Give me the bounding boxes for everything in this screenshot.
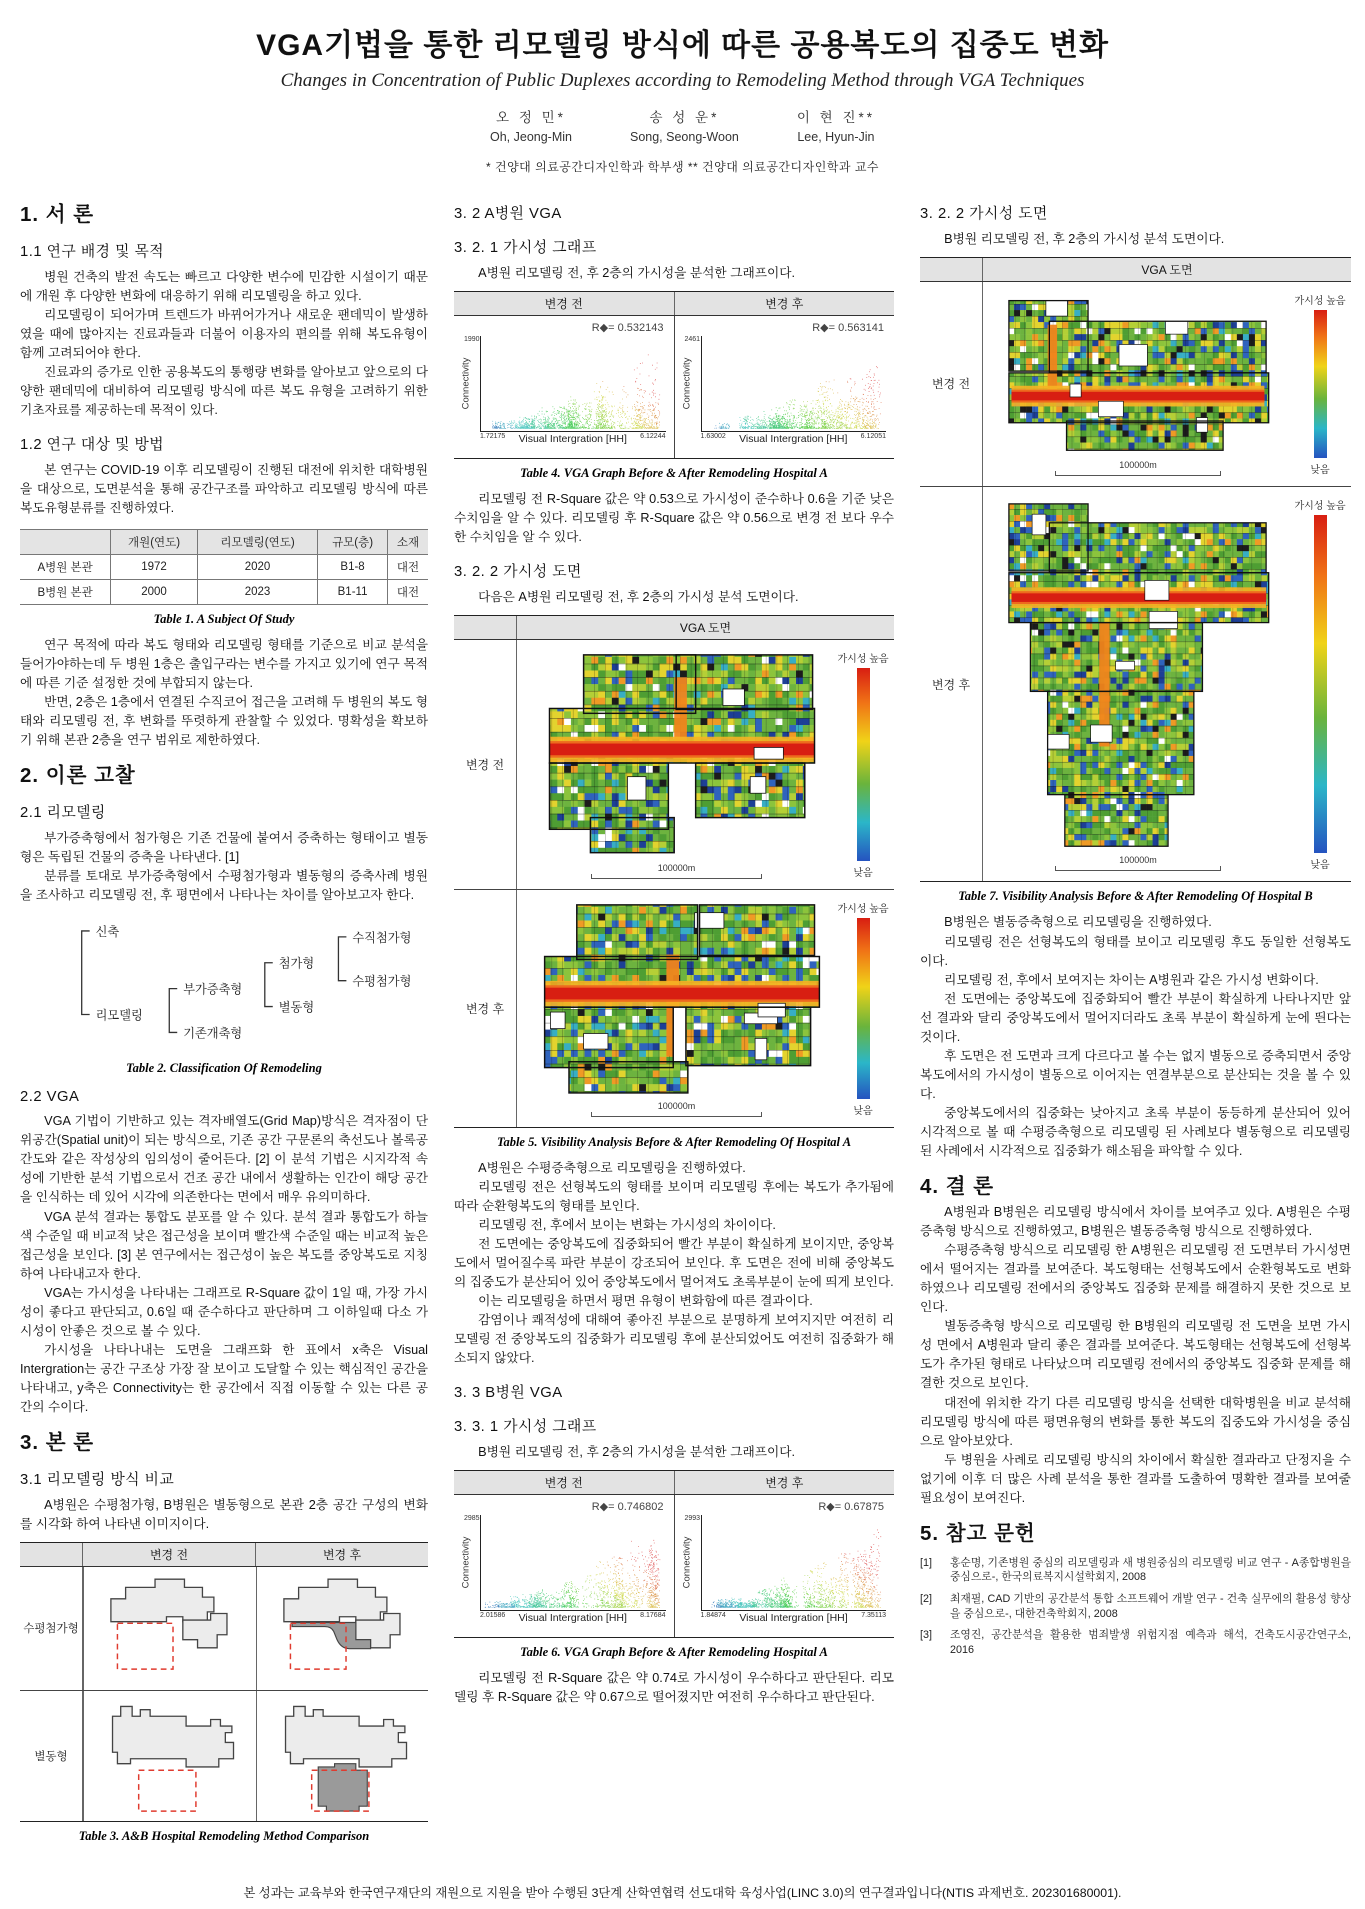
subsection-heading-visibility-plan-B: 3. 2. 2 가시성 도면: [920, 206, 1048, 222]
scatter-plot: [481, 336, 666, 431]
paragraph: 두 병원을 사례로 리모델링 방식의 차이에서 확실한 결과라고 단정지을 수 없기에 이후 더 많은 사례 분석을 통한 결과를 도출하여 명확한 결과를 보여줄 필요성이 보여진다.: [920, 1452, 1351, 1505]
paragraph: 감염이나 쾌적성에 대해여 좋아진 부분으로 분명하게 보여지지만 여전히 리모델링 전 중앙복도의 집중화가 리모델링 후에 분산되었어도 여전히 집중화가 해소되지 않았다.: [454, 1313, 894, 1366]
paragraph: VGA는 가시성을 나타내는 그래프로 R-Square 값이 1일 때, 가장 가시성이 좋다고 판단되고, 0.6일 때 준수하다고 판단하며 그 이하일때 다소 가시성이 안좋은 것으로 볼 수 있다.: [20, 1285, 428, 1338]
paragraph: B병원 리모델링 전, 후 2층의 가시성 분석 도면이다.: [944, 232, 1225, 246]
subsection-heading-visibility-graph-B: 3. 3. 1 가시성 그래프: [454, 1419, 597, 1436]
table7-caption: Table 7. Visibility Analysis Before & After Remodeling Of Hospital B: [958, 889, 1313, 904]
legend-low-label: 낮음: [1310, 464, 1330, 476]
x-axis-max: 6.12244: [640, 433, 666, 441]
paragraph: A병원 리모델링 전, 후 2층의 가시성을 분석한 그래프이다.: [478, 266, 796, 280]
table7-header: [920, 258, 1351, 282]
plan-cell: [517, 890, 894, 1127]
tree-node-label: 첨가형: [278, 956, 315, 971]
poster-header: [0, 0, 1365, 175]
paragraph: 리모델링 전은 선형복도의 형태를 보이며 리모델링 후에는 복도가 추가됨에 따라 순환형복도의 형태를 보인다.: [454, 1179, 894, 1213]
subsection-heading-visibility-graph-A: 3. 2. 1 가시성 그래프: [454, 240, 597, 256]
table-cell: 대전: [387, 554, 428, 579]
graph-row: [454, 1495, 894, 1637]
scale-line: [1055, 471, 1221, 476]
page-title: VGA기법을 통한 리모델링 방식에 따른 공용복도의 집중도 변화: [256, 29, 1109, 62]
column-middle: [454, 189, 894, 1715]
subsection-heading-method: 1.2 연구 대상 및 방법: [20, 437, 165, 454]
plot-area: [480, 336, 666, 432]
remodeling-classification-diagram: [20, 915, 428, 1054]
tree-node-label: 별동형: [278, 1000, 315, 1015]
author-name-ko: 송 성 운*: [649, 110, 720, 125]
table5-caption: Table 5. Visibility Analysis Before & After Remodeling Of Hospital A: [496, 1134, 852, 1149]
scale-label: 100000m: [1119, 855, 1157, 866]
column-header-after: 변경 후: [674, 292, 895, 315]
paragraph-block: [454, 490, 894, 547]
author-name-ko: 이 현 진**: [796, 110, 875, 125]
reference-number: [1]: [920, 1556, 933, 1569]
corner-cell: [20, 1543, 82, 1566]
legend-high-label: 가시성 높음: [837, 654, 889, 666]
x-axis-max: 8.17684: [640, 1612, 666, 1620]
paragraph-block: [454, 1443, 894, 1462]
x-axis-label: Visual Intergration [HH]: [518, 433, 627, 446]
acknowledgment: 본 성과는 교육부와 한국연구재단의 재원으로 지원을 받아 수행된 3단계 산학연협력 선도대학 육성사업(LINC 3.0)의 연구결과입니다(NTIS 과제번호. 202301680001).: [243, 1886, 1122, 1900]
tree-node-label: 신축: [95, 924, 120, 939]
table-row: [20, 579, 428, 604]
paragraph-block: [920, 1203, 1351, 1508]
scale-label: 100000m: [657, 1100, 696, 1111]
author-name-en: Lee, Hyun-Jin: [797, 130, 875, 144]
building-shape: [88, 1695, 252, 1818]
x-axis-label: Visual Intergration [HH]: [739, 1612, 848, 1625]
y-axis-label: Connectivity: [460, 357, 472, 410]
plan-cell: [983, 487, 1351, 882]
affiliation: * 건양대 의료공간디자인학과 학부생 ** 건양대 의료공간디자인학과 교수: [485, 160, 880, 174]
table-cell: 2020: [197, 554, 317, 579]
building-footprint-after: [256, 1567, 429, 1689]
plot-area: [480, 1515, 666, 1611]
r-square-label: R◆= 0.67875: [818, 1501, 884, 1514]
author: [630, 106, 739, 144]
plan-wrap: [985, 495, 1291, 874]
paragraph-block: [20, 268, 428, 420]
paragraph: 가시성을 나타나내는 도면을 그래프화 한 표에서 x축은 Visual Intergration는 공간 구조상 가장 잘 보이고 도달할 수 있는 핵심적인 공간을 나타내고, y축은 Connectivity는 한 공간에서 직접 이동할 수 있는 다른 공간의 수이다.: [20, 1342, 428, 1414]
author: [797, 106, 875, 144]
paragraph: B병원 리모델링 전, 후 2층의 가시성을 분석한 그래프이다.: [478, 1445, 796, 1460]
legend-low-label: 낮음: [853, 867, 873, 879]
paragraph: 리모델링 전 R-Square 값은 약 0.53으로 가시성이 준수하나 0.6을 기준 낮은 수치임을 알 수 있다. 리모델링 후 R-Square 값은 약 0.56으로 변경 전 보다 우수한 수치임을 알 수 있다.: [454, 492, 894, 545]
subsection-heading-hospitalA-vga: 3. 2 A병원 VGA: [454, 206, 562, 222]
x-axis-row: [701, 1612, 887, 1624]
color-scale-bar: [1314, 310, 1327, 458]
x-axis-label: Visual Intergration [HH]: [518, 1612, 627, 1625]
y-axis-max: 2461: [684, 336, 701, 344]
paragraph-block: [20, 461, 428, 518]
section-heading-references: 5. 참고 문헌: [920, 1521, 1036, 1545]
table-cell: 1972: [111, 554, 198, 579]
tree-node-label: 리모델링: [95, 1008, 143, 1023]
paragraph-block: [20, 1112, 428, 1417]
graph-row: [454, 316, 894, 458]
paragraph: 진료과의 증가로 인한 공용복도의 통행량 변화를 알아보고 앞으로의 다양한 팬데믹에 대비하여 리모델링 방식에 따른 복도 유형을 고려하기 위한 기초자료를 제공하는데 목적이 있다.: [20, 365, 428, 418]
vga-graph-A-before: [454, 316, 674, 458]
y-axis-max: 1990: [464, 336, 480, 344]
plan-wrap: [519, 898, 834, 1119]
paragraph: 본 연구는 COVID-19 이후 리모델링이 진행된 대전에 위치한 대학병원을 대상으로, 도면분석을 통해 공간구조를 파악하고 리모델링 방식에 따른 복도유형분류를 진행하였다.: [20, 463, 428, 516]
column-header-after: 변경 후: [674, 1471, 895, 1494]
visibility-plan-table-A: [454, 615, 894, 1127]
visibility-legend: [1291, 290, 1349, 478]
x-axis-row: [701, 433, 887, 445]
reference-text: 최재필, CAD 기반의 공간분석 통합 소프트웨어 개발 연구 - 건축 실무에의 활용성 향상을 중심으로-, 대한건축학회지, 2008: [950, 1592, 1351, 1620]
vga-floor-plan-B-after: [996, 497, 1280, 850]
paragraph: 전 도면에는 중앙복도에 집중화되어 빨간 부분이 확실하게 나타나지만 앞선 결과와 달리 중앙복도에서 멀어지더라도 초록 부분이 확실하게 눈에 띈다는 것이다.: [920, 991, 1351, 1044]
table3-header: [20, 1543, 428, 1567]
paragraph: 이는 리모델링을 하면서 평면 유형이 변화함에 따른 결과이다.: [478, 1294, 813, 1309]
building-shape: [261, 1571, 425, 1685]
vga-graph-table-A: [454, 291, 894, 459]
legend-low-label: 낮음: [853, 1105, 873, 1117]
visibility-legend: [1291, 495, 1349, 874]
subsection-heading-visibility-plan-A: 3. 2. 2 가시성 도면: [454, 564, 582, 581]
table-cell: 2000: [111, 579, 198, 604]
paragraph-block: [20, 1496, 428, 1534]
table3-row-horizontal-addition: [20, 1567, 428, 1689]
legend-low-label: 낮음: [1310, 860, 1330, 872]
reference-item: [920, 1592, 1351, 1621]
paragraph-block: [20, 829, 428, 905]
scale-bar: [591, 863, 762, 879]
classification-tree: [20, 915, 428, 1054]
paragraph: 전 도면에는 중앙복도에 집중화되어 빨간 부분이 확실하게 보이지만, 중앙복도에서 멀어질수록 파란 부분이 강조되어 보인다. 후 도면은 전에 비해 중앙복도의 집중도가 분산되어 있어 중앙복도에서 멀어져도 초록부분이 눈에 띄게 보인다.: [454, 1236, 894, 1289]
section-heading-conclusion: 4. 결 론: [920, 1175, 995, 1199]
paragraph-block: [454, 264, 894, 283]
legend-high-label: 가시성 높음: [1294, 500, 1346, 512]
table-header-cell: 개원(연도): [111, 529, 198, 554]
paragraph: 리모델링 전, 후에서 보여지는 차이는 A병원과 같은 가시성 변화이다.: [944, 972, 1319, 987]
scatter-plot: [702, 1515, 887, 1610]
building-shape: [88, 1571, 252, 1685]
scale-line: [1055, 866, 1221, 871]
reference-number: [2]: [920, 1592, 933, 1605]
x-axis-max: 6.12051: [860, 433, 886, 441]
building-footprint-before: [83, 1567, 256, 1689]
color-scale-bar: [857, 918, 870, 1099]
x-axis-min: 1.72175: [480, 433, 506, 441]
column-header-after: 변경 후: [255, 1543, 428, 1566]
paragraph: 후 도면은 전 도면과 크게 다르다고 볼 수는 없지 별동으로 증축되면서 중앙복도에서의 가시성이 별동으로 이어지는 연결부분으로 분산되는 것을 볼 수 있다.: [920, 1048, 1351, 1101]
remodeling-comparison-table: [20, 1542, 428, 1822]
paragraph: 리모델링 전은 선형복도의 형태를 보이고 리모델링 후도 동일한 선형복도이다.: [920, 934, 1351, 968]
plan-cell: [517, 640, 894, 889]
subsection-heading-background: 1.1 연구 배경 및 목적: [20, 244, 165, 260]
row-label-after: 변경 후: [920, 487, 983, 882]
reference-item: [920, 1556, 1351, 1585]
table-cell: A병원 본관: [20, 554, 111, 579]
paragraph: A병원은 수평증축형으로 리모델링을 진행하였다.: [478, 1160, 746, 1175]
plot-area: [701, 1515, 887, 1611]
paragraph: 수평증축형 방식으로 리모델링 한 A병원은 리모델링 전 도면부터 가시성면에서 떨어지는 결과를 보여준다. 복도형태는 선형복도에서 순환형복도로 변화하였으나 리모델링 전에서의 중앙복도 집중화 문제를 해결하지 못한 것으로 보인다.: [920, 1243, 1351, 1315]
scale-line: [591, 1112, 762, 1117]
table-cell: 2023: [197, 579, 317, 604]
plan-row-after: [920, 486, 1351, 882]
legend-high-label: 가시성 높음: [1294, 296, 1346, 308]
building-footprint-after: [256, 1691, 429, 1822]
visibility-plan-table-B: [920, 257, 1351, 882]
table-cell: 대전: [387, 579, 428, 604]
author-name-en: Oh, Jeong-Min: [490, 130, 572, 144]
table-cell: B병원 본관: [20, 579, 111, 604]
table-header-row: [20, 529, 428, 554]
paragraph: 반면, 2층은 1층에서 연결된 수직코어 접근을 고려해 두 병원의 복도 형태와 리모델링 전, 후 변화를 뚜렷하게 관찰할 수 있었다. 명확성을 확보하기 위해 본관 2층을 연구 범위로 제한하였다.: [20, 694, 428, 747]
y-axis-max: 2993: [684, 1515, 701, 1523]
author: [490, 106, 572, 144]
authors-row: [0, 106, 1365, 144]
plot-area: [701, 336, 887, 432]
row-label: 수평첨가형: [20, 1567, 83, 1689]
scale-line: [591, 874, 762, 879]
table6-header: [454, 1471, 894, 1495]
page-subtitle-en: Changes in Concentration of Public Duplexes according to Remodeling Method through VGA Techniques: [280, 70, 1085, 91]
row-label-before: 변경 전: [920, 282, 983, 486]
column-right: [920, 189, 1351, 1664]
paragraph: 중앙복도에서의 집중화는 낮아지고 초록 부분이 동등하게 분산되어 있어 시각적으로 볼 때 수평증축형으로 리모델링 된 사례보다 별동형으로 리모델링 된 사례에서 시각적으로 집중화가 해소됨을 파악할 수 있다.: [920, 1105, 1351, 1159]
paragraph: 리모델링 전, 후에서 보이는 변화는 가시성의 차이이다.: [478, 1217, 776, 1232]
tree-node-label: 기존개축형: [183, 1026, 243, 1041]
column-header-before: 변경 전: [544, 1476, 583, 1491]
scale-label: 100000m: [1119, 459, 1157, 470]
table5-header: [454, 616, 894, 640]
column-left: [20, 189, 428, 1853]
table-cell: B1-8: [318, 554, 388, 579]
reference-item: [920, 1628, 1351, 1657]
paragraph: 분류를 토대로 부가증축형에서 수평첨가형과 별동형의 증축사례 병원을 조사하고 리모델링 전, 후 평면에서 나타나는 차이를 알아보고자 한다.: [20, 868, 428, 902]
reference-text: 조영진, 공간분석을 활용한 범죄발생 위험지점 예측과 해석, 건축도시공간연구소, 2016: [950, 1629, 1351, 1656]
author-name-ko: 오 정 민*: [496, 110, 566, 125]
tree-node-label: 수평첨가형: [352, 974, 412, 989]
scatter-plot: [702, 336, 887, 431]
paragraph-block: [920, 230, 1351, 249]
plan-row-before: [454, 640, 894, 889]
paragraph: 리모델링 전 R-Square 값은 약 0.74로 가시성이 우수하다고 판단된다. 리모델링 후 R-Square 값은 약 0.67으로 떨어졌지만 여전히 우수하다고 판단된다.: [454, 1671, 894, 1705]
table4-header: [454, 292, 894, 316]
row-label: 별동형: [20, 1691, 83, 1822]
plan-wrap: [519, 648, 834, 881]
table-header-cell: [20, 529, 111, 554]
x-axis-row: [480, 1612, 666, 1624]
section-heading-intro: 1. 서 론: [20, 203, 95, 226]
reference-text: 홍순명, 기존병원 중심의 리모델링과 새 병원중심의 리모델링 비교 연구 - A종합병원을 중심으로-, 한국의료복지시설학회지, 2008: [950, 1556, 1351, 1584]
paragraph: B병원은 별동증축형으로 리모델링을 진행하였다.: [944, 915, 1212, 930]
paragraph: VGA 분석 결과는 통합도 분포를 알 수 있다. 분석 결과 통합도가 하늘색 수준일 때 비교적 낮은 접근성을 보이며 빨간색 수준일 때는 비교적 높은 접근성을 보인다. [3] 본 연구에서는 접근성이 높은 복도를 중앙복도로 지칭하여 나타내고자 한다.: [20, 1209, 428, 1281]
building-footprint-before: [83, 1691, 256, 1822]
author-name-en: Song, Seong-Woon: [629, 130, 739, 144]
vga-graph-table-B: [454, 1470, 894, 1638]
scale-label: 100000m: [657, 862, 696, 873]
paragraph: 리모델링이 되어가며 트렌드가 바뀌어가거나 새로운 팬데믹이 발생하였을 때에 많아지는 진료과들과 더불어 이용자의 편의를 위해 복도유형이 함께 고려되어야 한다.: [20, 308, 428, 361]
color-scale-bar: [1314, 515, 1327, 854]
corner-cell: [920, 258, 982, 281]
tree-node-label: 부가증축형: [183, 982, 243, 997]
table3-row-annex: [20, 1690, 428, 1822]
paragraph: 대전에 위치한 각기 다른 리모델링 방식을 선택한 대학병원을 비교 분석해 리모델링 방식에 따른 평면유형의 변화를 통한 복도의 집중도와 가시성을 중심으로 알아보았다.: [920, 1395, 1351, 1448]
paragraph: 별동증축형 방식으로 리모델링 한 B병원의 리모델링 전 도면을 보면 가시성 면에서 A병원과 달리 좋은 결과를 보여준다. 복도형태는 선형복도에 선형복도가 추가된 형태로 나타났으며 리모델링 전에서의 중앙복도 집중화 문제를 해결한 것으로 보인다.: [920, 1319, 1351, 1391]
paragraph: 다음은 A병원 리모델링 전, 후 2층의 가시성 분석 도면이다.: [478, 590, 799, 605]
column-header-before: 변경 전: [544, 297, 583, 312]
paragraph: 부가증축형에서 첨가형은 기존 건물에 붙여서 증축하는 형태이고 별동형은 독립된 건물의 증축을 나타낸다. [1]: [20, 830, 428, 864]
table4-caption: Table 4. VGA Graph Before & After Remodeling Hospital A: [520, 466, 828, 481]
reference-number: [3]: [920, 1629, 933, 1642]
paragraph-block: [454, 588, 894, 607]
column-header-vga-plan: VGA 도면: [982, 258, 1351, 281]
paragraph-block: [454, 1159, 894, 1369]
scatter-plot: [481, 1515, 666, 1610]
table-header-cell: 규모(층): [318, 529, 388, 554]
scale-bar: [1055, 460, 1221, 476]
r-square-label: R◆= 0.746802: [591, 1501, 664, 1514]
subsection-heading-vga: 2.2 VGA: [20, 1089, 80, 1106]
vga-graph-B-after: [674, 1495, 895, 1637]
y-axis-label: Connectivity: [681, 1536, 692, 1589]
column-header-before: 변경 전: [82, 1543, 255, 1566]
vga-floor-plan-B-before: [996, 292, 1280, 454]
section-heading-theory: 2. 이론 고찰: [20, 763, 136, 787]
x-axis-min: 1.84874: [700, 1612, 726, 1620]
y-axis-max: 2985: [464, 1515, 480, 1523]
vga-graph-A-after: [674, 316, 895, 458]
column-header-vga-plan: VGA 도면: [516, 616, 894, 639]
vga-floor-plan-A-before: [530, 650, 822, 857]
subsection-heading-comparison: 3.1 리모델링 방식 비교: [20, 1472, 175, 1489]
visibility-legend: [834, 648, 892, 881]
row-label-after: 변경 후: [454, 890, 517, 1127]
paragraph-block: [454, 1669, 894, 1707]
paragraph: A병원과 B병원은 리모델링 방식에서 차이를 보여주고 있다. A병원은 수평증축형 방식으로 진행하였고, B병원은 별동증축형 방식으로 진행하였다.: [920, 1205, 1351, 1239]
x-axis-label: Visual Intergration [HH]: [739, 433, 848, 446]
x-axis-min: 1.63002: [700, 433, 726, 441]
study-subject-table: [20, 529, 428, 605]
table3-caption: Table 3. A&B Hospital Remodeling Method Comparison: [78, 1829, 370, 1844]
vga-graph-B-before: [454, 1495, 674, 1637]
subsection-heading-remodeling: 2.1 리모델링: [20, 804, 106, 821]
plan-cell: [983, 282, 1351, 486]
content-columns: [0, 175, 1365, 1853]
subsection-heading-hospitalB-vga: 3. 3 B병원 VGA: [454, 1385, 563, 1402]
section-heading-main: 3. 본 론: [20, 1431, 95, 1455]
row-label-before: 변경 전: [454, 640, 517, 889]
table1-caption: Table 1. A Subject Of Study: [153, 611, 295, 626]
paragraph: A병원은 수평첨가형, B병원은 별동형으로 본관 2층 공간 구성의 변화를 시각화 하여 나타낸 이미지이다.: [20, 1498, 428, 1532]
x-axis-row: [480, 433, 666, 445]
plan-row-after: [454, 889, 894, 1127]
corner-cell: [454, 616, 516, 639]
table2-caption: Table 2. Classification Of Remodeling: [126, 1061, 322, 1076]
r-square-label: R◆= 0.532143: [591, 322, 664, 335]
x-axis-min: 2.01586: [480, 1612, 506, 1620]
paragraph-block: [20, 636, 428, 750]
r-square-label: R◆= 0.563141: [812, 322, 884, 335]
reference-list: [920, 1556, 1351, 1657]
table-cell: B1-11: [318, 579, 388, 604]
y-axis-label: Connectivity: [460, 1536, 472, 1589]
y-axis-label: Connectivity: [681, 357, 692, 410]
table-row: [20, 554, 428, 579]
scale-bar: [1055, 855, 1221, 871]
table-header-cell: 리모델링(연도): [197, 529, 317, 554]
scale-bar: [591, 1101, 762, 1117]
building-shape: [261, 1695, 425, 1818]
table-header-cell: 소재: [387, 529, 428, 554]
paragraph: 병원 건축의 발전 속도는 빠르고 다양한 변수에 민감한 시설이기 때문에 개원 후 다양한 변화에 대응하기 위해 리모델링을 하고 있다.: [20, 270, 428, 304]
plan-row-before: [920, 282, 1351, 486]
tree-node-label: 수직첨가형: [352, 930, 412, 945]
plan-wrap: [985, 290, 1291, 478]
x-axis-max: 7.35113: [861, 1612, 886, 1620]
color-scale-bar: [857, 668, 870, 861]
paragraph: VGA 기법이 기반하고 있는 격자배열도(Grid Map)방식은 격자점이 단위공간(Spatial unit)이 되는 방식으로, 기존 공간 구문론의 축선도나 볼록공간도와 같은 작성상의 임의성이 줄어든다. [2] 이 분석 기법은 시지각적 속성에 기반한 분석 기법으로서 건조 공간 내에서 생활하는 인간이 해당 공간을 인식하는 데 있어 시각에 의존한다는 면에서 매우 유의미하다.: [20, 1114, 428, 1205]
paragraph-block: [920, 913, 1351, 1161]
paragraph: 연구 목적에 따라 복도 형태와 리모델링 형태를 기준으로 비교 분석을 들어가야하는데 두 병원 1층은 출입구라는 변수를 가지고 있기에 연구 목적에 따른 기준 설정한 것에 부합되지 않는다.: [20, 637, 428, 690]
table6-caption: Table 6. VGA Graph Before & After Remodeling Hospital A: [520, 1645, 828, 1660]
visibility-legend: [834, 898, 892, 1119]
vga-floor-plan-A-after: [530, 900, 822, 1095]
legend-high-label: 가시성 높음: [837, 903, 889, 915]
